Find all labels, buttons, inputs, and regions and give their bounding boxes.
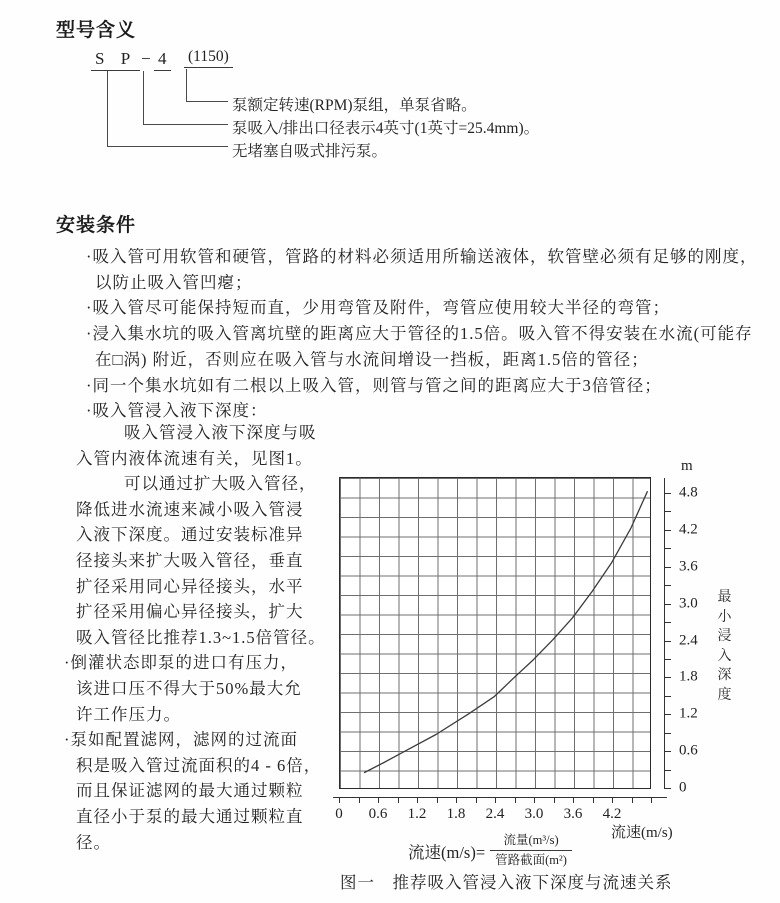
x-axis-line: [333, 797, 667, 798]
x-tick: [456, 798, 457, 803]
y-tick-label: 1.2: [679, 705, 698, 722]
connector-line: [186, 69, 187, 102]
x-tick: [612, 798, 613, 803]
text-line: 直径小于泵的最大通过颗粒直: [76, 806, 304, 826]
y-tick-label: 0.6: [679, 742, 698, 759]
y-tick: [665, 604, 671, 605]
y-tick-label: 4.8: [679, 484, 698, 501]
x-tick: [534, 798, 535, 803]
text-line: 许工作压力。: [76, 704, 181, 724]
y-tick: [665, 585, 671, 586]
x-tick-label: 0: [335, 806, 343, 822]
figure1-caption: 图一 推荐吸入管浸入液下深度与流速关系: [340, 873, 673, 892]
y-tick-label: 1.8: [679, 668, 698, 685]
connector-line: [143, 71, 144, 125]
y-tick: [665, 751, 671, 752]
y-tick: [665, 733, 671, 734]
submergence-curve: [365, 492, 648, 773]
x-tick: [554, 798, 555, 803]
y-tick-label: 2.4: [679, 632, 698, 648]
text-line: 积是吸入管过流面积的4 - 6倍，: [76, 755, 322, 775]
model-code-size: 4: [154, 49, 171, 71]
x-tick: [359, 798, 360, 803]
text-line: ·倒灌状态即泵的进口有压力，: [64, 653, 298, 673]
immersion-depth-notes-column: [64, 420, 326, 855]
y-tick-label: 0: [679, 779, 687, 796]
text-line: ·吸入管尽可能保持短而直，少用弯管及附件，弯管应使用较大半径的弯管；: [86, 298, 670, 318]
formula-fraction: [490, 833, 572, 868]
y-tick: [665, 493, 671, 494]
y-tick: [665, 677, 671, 678]
y-axis-title: 最小浸入深度: [717, 590, 732, 703]
model-label-pump-type: 无堵塞自吸式排污泵。: [232, 143, 388, 160]
text-line: 吸入管径比推荐1.3~1.5倍管径。: [76, 627, 326, 647]
submergence-curve-svg: [340, 478, 649, 787]
connector-line: [143, 124, 228, 125]
text-line: 径接头来扩大吸入管径，垂直: [76, 550, 304, 570]
text-line: ·同一个集水坑如有二根以上吸入管，则管与管之间的距离应大于3倍管径；: [86, 375, 662, 395]
text-line: 在□涡) 附近，否则应在吸入管与水流间增设一挡板，距离1.5倍的管径；: [95, 349, 649, 369]
x-tick: [495, 798, 496, 803]
x-tick-label: 2.4: [485, 806, 505, 822]
y-tick: [665, 548, 671, 549]
y-axis-unit-label: m: [681, 458, 693, 474]
connector-line: [107, 146, 228, 147]
y-tick: [665, 567, 671, 568]
y-axis-line: [664, 478, 665, 789]
text-line: 降低进水流速来减小吸入管浸: [76, 499, 304, 519]
y-tick: [665, 659, 671, 660]
figure1-plot-area: [339, 477, 651, 789]
x-tick: [437, 798, 438, 803]
x-tick: [632, 798, 633, 803]
text-line: ·浸入集水坑的吸入管离坑壁的距离应大于管径的1.5倍。吸入管不得安装在水流(可能存: [86, 324, 753, 344]
velocity-formula: [408, 833, 572, 868]
y-tick: [665, 622, 671, 623]
y-tick: [665, 530, 671, 531]
x-axis: [335, 797, 651, 833]
y-tick: [665, 714, 671, 715]
y-tick-label: 3.0: [679, 595, 698, 612]
text-line: ·吸入管浸入液下深度：: [86, 401, 268, 421]
text-line: ·吸入管可用软管和硬管，管路的材料必须适用所输送液体，软管壁必须有足够的刚度，: [86, 247, 758, 266]
x-tick-label: 4.2: [602, 806, 622, 822]
text-line: 入管内液体流速有关，见图1。: [76, 448, 313, 468]
text-line: 吸入管浸入液下深度与吸: [124, 423, 317, 442]
y-tick-label: 4.2: [679, 521, 698, 538]
y-tick: [665, 770, 671, 771]
y-tick-label: 3.6: [679, 558, 698, 575]
text-line: 入液下深度。通过安装标准异: [76, 525, 304, 545]
y-tick: [665, 788, 671, 789]
text-line: 以防止吸入管凹瘪；: [95, 272, 253, 292]
model-code-series: S P: [91, 49, 140, 71]
y-axis: [664, 478, 714, 796]
connector-line: [186, 101, 228, 102]
model-label-rpm: 泵额定转速(RPM)泵组，单泵省略。: [232, 97, 477, 114]
x-tick: [378, 798, 379, 803]
section-heading-install-conditions: 安装条件: [56, 215, 137, 236]
y-tick: [665, 696, 671, 697]
text-line: 径。: [76, 832, 111, 852]
y-tick: [665, 511, 671, 512]
x-tick: [573, 798, 574, 803]
x-tick-label: 1.2: [407, 806, 427, 822]
text-line: 扩径采用偏心异径接头，扩大: [76, 602, 304, 622]
connector-line: [107, 71, 108, 147]
x-tick: [417, 798, 418, 803]
x-tick: [515, 798, 516, 803]
install-conditions-list: [86, 244, 758, 424]
x-tick-label: 0.6: [368, 806, 388, 822]
x-tick: [651, 798, 652, 803]
x-tick: [476, 798, 477, 803]
text-line: 该进口压不得大于50%最大允: [76, 678, 302, 698]
section-heading-model-meaning: 型号含义: [56, 20, 137, 41]
model-code-rpm: (1150): [184, 48, 233, 68]
model-label-port-size: 泵吸入/排出口径表示4英寸(1英寸=25.4mm)。: [232, 120, 540, 137]
x-tick: [339, 798, 340, 803]
x-tick-label: 1.8: [446, 806, 466, 822]
text-line: 扩径采用同心异径接头，水平: [76, 576, 304, 596]
text-line: 而且保证滤网的最大通过颗粒: [76, 781, 304, 801]
y-tick: [665, 641, 671, 642]
x-axis-title: 流速(m/s): [611, 825, 673, 841]
formula-lhs: 流速(m/s)=: [408, 842, 486, 862]
x-tick: [593, 798, 594, 803]
formula-numerator: 流量(m³/s): [503, 833, 559, 847]
model-code-dash: −: [141, 49, 151, 68]
formula-denominator: 管路截面(m²): [490, 850, 572, 869]
text-line: ·泵如配置滤网，滤网的过流面: [64, 730, 298, 750]
x-tick: [398, 798, 399, 803]
x-tick-label: 3.6: [563, 806, 583, 822]
x-tick-label: 3.0: [524, 806, 544, 822]
text-line: 可以通过扩大吸入管径，: [124, 474, 317, 494]
